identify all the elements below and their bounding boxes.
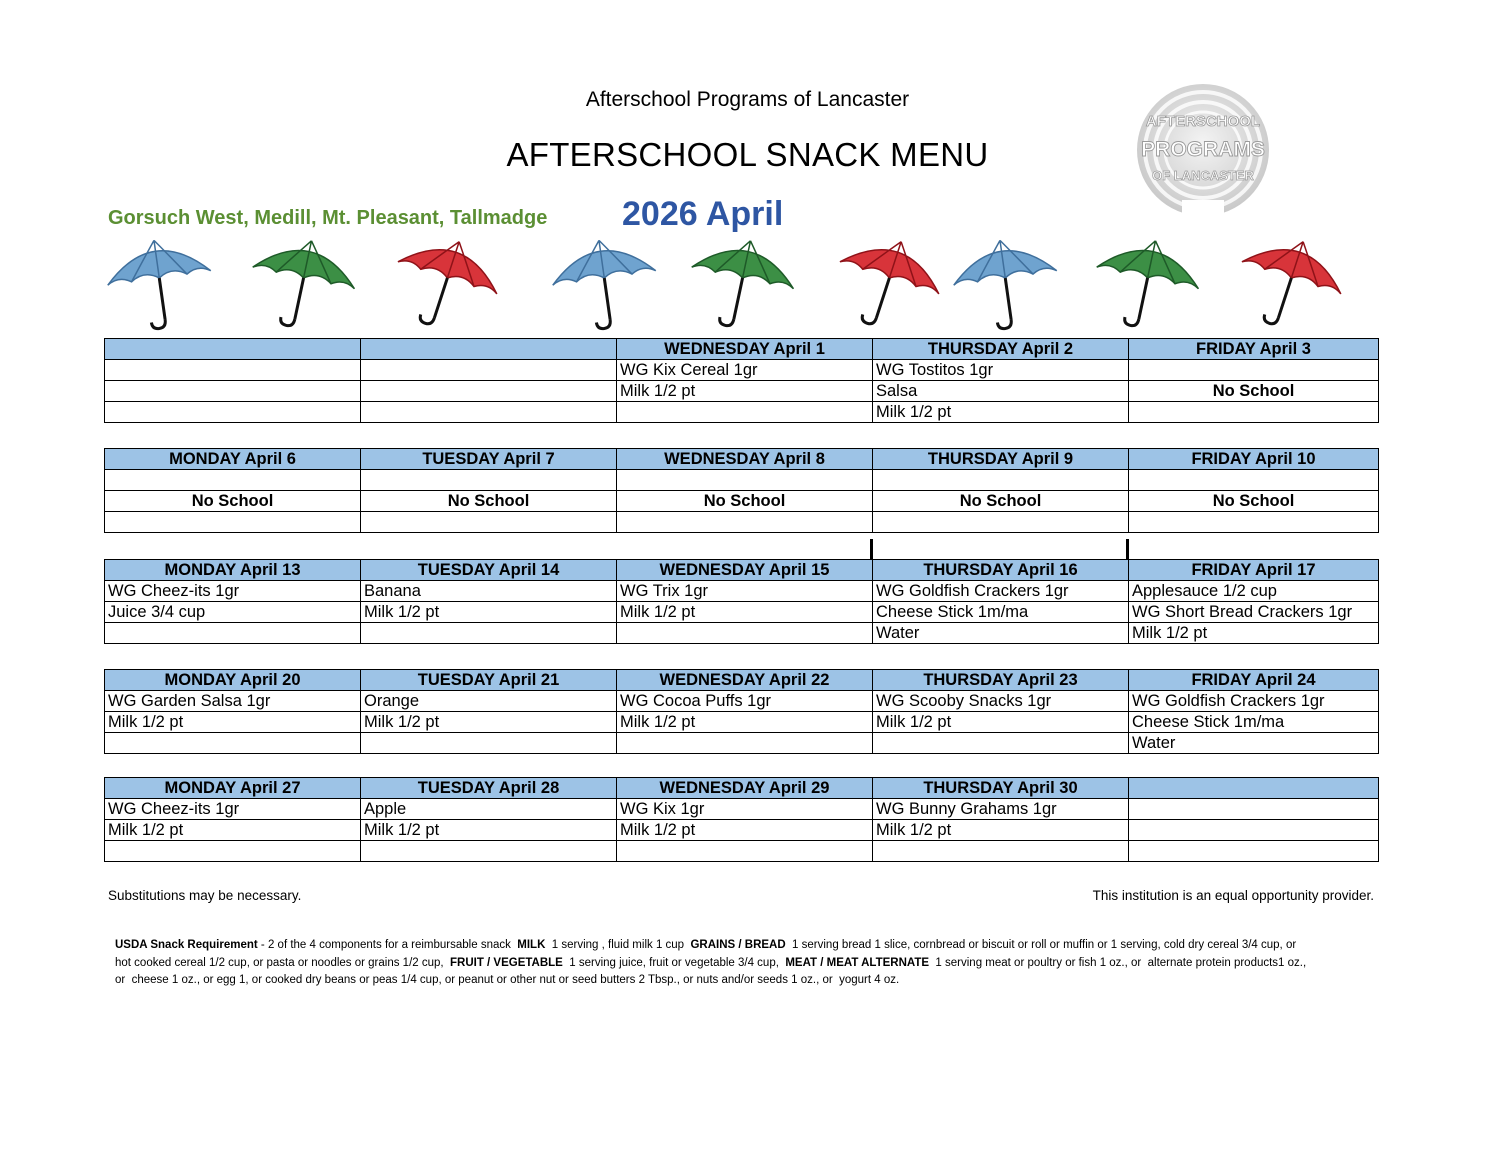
month-title: 2026 April — [622, 195, 784, 233]
milk-text: 1 serving , fluid milk 1 cup — [545, 939, 691, 951]
school-list: Gorsuch West, Medill, Mt. Pleasant, Tallmadge — [108, 207, 548, 229]
menu-row — [105, 470, 1379, 491]
logo-line-2: PROGRAMS — [1141, 138, 1265, 161]
week-table-5 — [104, 777, 1379, 862]
menu-cell — [1129, 820, 1379, 841]
day-header — [105, 339, 361, 360]
day-header: FRIDAY April 24 — [1129, 670, 1379, 691]
no-school-cell: No School — [873, 491, 1129, 512]
menu-row — [105, 820, 1379, 841]
organization-name: Afterschool Programs of Lancaster — [585, 88, 910, 111]
menu-cell: Milk 1/2 pt — [617, 381, 873, 402]
menu-cell — [361, 470, 617, 491]
divider-mark — [1126, 539, 1129, 559]
menu-cell: Milk 1/2 pt — [873, 402, 1129, 423]
week-table-1 — [104, 338, 1379, 423]
logo-line-3: OF LANCASTER — [1152, 168, 1254, 183]
no-school-cell: No School — [105, 491, 361, 512]
menu-cell: Milk 1/2 pt — [617, 602, 873, 623]
menu-cell: Water — [1129, 733, 1379, 754]
menu-row — [105, 581, 1379, 602]
menu-cell: WG Cocoa Puffs 1gr — [617, 691, 873, 712]
day-header: MONDAY April 13 — [105, 560, 361, 581]
day-header: THURSDAY April 16 — [873, 560, 1129, 581]
day-header: MONDAY April 6 — [105, 449, 361, 470]
day-header: TUESDAY April 14 — [361, 560, 617, 581]
day-header: WEDNESDAY April 1 — [617, 339, 873, 360]
menu-cell — [105, 360, 361, 381]
menu-cell — [873, 733, 1129, 754]
menu-cell: WG Tostitos 1gr — [873, 360, 1129, 381]
menu-cell: Banana — [361, 581, 617, 602]
menu-cell — [105, 381, 361, 402]
menu-cell — [1129, 470, 1379, 491]
menu-cell: Milk 1/2 pt — [617, 820, 873, 841]
equal-opportunity-note: This institution is an equal opportunity provider. — [1092, 888, 1374, 903]
menu-row — [105, 799, 1379, 820]
menu-cell — [617, 470, 873, 491]
no-school-cell: No School — [1129, 491, 1379, 512]
menu-cell — [617, 733, 873, 754]
menu-cell: WG Goldfish Crackers 1gr — [1129, 691, 1379, 712]
logo-line-1: AFTERSCHOOL — [1145, 113, 1261, 130]
meat-text: 1 serving meat or poultry or fish 1 oz., or alternate protein products1 oz., or cheese 1 oz., or egg 1, or cooked dry beans or peas 1/4 cup, or peanut or other nut or seed butters 2 Tbsp., or nuts and/or seeds 1 oz., or yogurt 4 oz. — [115, 956, 1310, 986]
day-header: MONDAY April 27 — [105, 778, 361, 799]
menu-cell: Milk 1/2 pt — [361, 602, 617, 623]
no-school-cell: No School — [361, 491, 617, 512]
day-header: THURSDAY April 30 — [873, 778, 1129, 799]
day-header — [361, 339, 617, 360]
usda-label: USDA Snack Requirement — [115, 939, 258, 951]
day-header: TUESDAY April 28 — [361, 778, 617, 799]
menu-cell: Orange — [361, 691, 617, 712]
menu-cell: Milk 1/2 pt — [361, 712, 617, 733]
menu-cell — [361, 402, 617, 423]
menu-cell — [873, 470, 1129, 491]
green-umbrella-icon — [1088, 236, 1208, 334]
menu-cell: Milk 1/2 pt — [1129, 623, 1379, 644]
no-school-cell: No School — [617, 491, 873, 512]
menu-cell: Milk 1/2 pt — [105, 712, 361, 733]
menu-cell: WG Trix 1gr — [617, 581, 873, 602]
menu-cell: Cheese Stick 1m/ma — [873, 602, 1129, 623]
week-table-4 — [104, 669, 1379, 754]
menu-cell — [105, 402, 361, 423]
menu-row — [105, 691, 1379, 712]
menu-cell — [1129, 402, 1379, 423]
day-header: TUESDAY April 21 — [361, 670, 617, 691]
menu-cell — [361, 360, 617, 381]
day-header: FRIDAY April 17 — [1129, 560, 1379, 581]
blue-umbrella-icon — [945, 236, 1065, 334]
menu-cell — [361, 733, 617, 754]
usda-requirement-note — [115, 937, 1310, 990]
divider-mark — [870, 539, 873, 559]
day-header: WEDNESDAY April 29 — [617, 778, 873, 799]
menu-cell — [361, 381, 617, 402]
menu-cell: WG Bunny Grahams 1gr — [873, 799, 1129, 820]
menu-cell — [1129, 360, 1379, 381]
menu-cell — [873, 512, 1129, 533]
menu-cell: WG Short Bread Crackers 1gr — [1129, 602, 1379, 623]
fruit-text: 1 serving juice, fruit or vegetable 3/4 cup, — [562, 956, 786, 969]
menu-cell — [617, 623, 873, 644]
day-header — [1129, 778, 1379, 799]
blue-umbrella-icon — [544, 236, 664, 334]
day-header: TUESDAY April 7 — [361, 449, 617, 470]
day-header: WEDNESDAY April 15 — [617, 560, 873, 581]
menu-cell — [617, 841, 873, 862]
grains-label: GRAINS / BREAD — [690, 939, 786, 951]
menu-row — [105, 360, 1379, 381]
menu-cell — [873, 841, 1129, 862]
fruit-label: FRUIT / VEGETABLE — [449, 956, 563, 969]
menu-cell — [105, 470, 361, 491]
menu-row — [105, 623, 1379, 644]
day-header: WEDNESDAY April 22 — [617, 670, 873, 691]
milk-label: MILK — [517, 939, 546, 951]
program-logo — [1122, 80, 1284, 230]
menu-cell: WG Kix 1gr — [617, 799, 873, 820]
menu-cell: WG Scooby Snacks 1gr — [873, 691, 1129, 712]
menu-cell — [105, 841, 361, 862]
menu-row — [105, 381, 1379, 402]
menu-row — [105, 733, 1379, 754]
day-header: WEDNESDAY April 8 — [617, 449, 873, 470]
page-title: AFTERSCHOOL SNACK MENU — [506, 136, 989, 173]
menu-row — [105, 602, 1379, 623]
day-header: FRIDAY April 10 — [1129, 449, 1379, 470]
no-school-cell: No School — [1129, 381, 1379, 402]
menu-cell: Water — [873, 623, 1129, 644]
menu-row — [105, 512, 1379, 533]
menu-row — [105, 491, 1379, 512]
day-header: THURSDAY April 23 — [873, 670, 1129, 691]
menu-cell — [617, 512, 873, 533]
menu-cell: WG Cheez-its 1gr — [105, 581, 361, 602]
menu-cell: WG Kix Cereal 1gr — [617, 360, 873, 381]
grains-text: 1 serving bread 1 slice, cornbread or biscuit or roll or muffin or 1 serving, cold dry cereal 3/4 cup, or hot cooked cereal 1/2 cup, or pasta or noodles or grains 1/2 cup, — [115, 939, 1300, 969]
red-umbrella-icon — [388, 236, 508, 334]
menu-cell: Milk 1/2 pt — [617, 712, 873, 733]
menu-cell — [105, 733, 361, 754]
menu-row — [105, 402, 1379, 423]
menu-cell: Salsa — [873, 381, 1129, 402]
menu-cell: WG Goldfish Crackers 1gr — [873, 581, 1129, 602]
menu-cell — [361, 512, 617, 533]
menu-cell: Milk 1/2 pt — [873, 712, 1129, 733]
day-header: MONDAY April 20 — [105, 670, 361, 691]
menu-cell — [361, 623, 617, 644]
week-table-2 — [104, 448, 1379, 533]
day-header: THURSDAY April 2 — [873, 339, 1129, 360]
day-header: FRIDAY April 3 — [1129, 339, 1379, 360]
blue-umbrella-icon — [99, 236, 219, 334]
menu-cell — [361, 841, 617, 862]
menu-cell — [105, 512, 361, 533]
menu-row — [105, 712, 1379, 733]
red-umbrella-icon — [830, 236, 950, 334]
day-header: THURSDAY April 9 — [873, 449, 1129, 470]
menu-cell: Cheese Stick 1m/ma — [1129, 712, 1379, 733]
menu-cell: Milk 1/2 pt — [873, 820, 1129, 841]
substitutions-note: Substitutions may be necessary. — [108, 888, 302, 903]
menu-cell: WG Garden Salsa 1gr — [105, 691, 361, 712]
menu-cell — [105, 623, 361, 644]
menu-cell: Applesauce 1/2 cup — [1129, 581, 1379, 602]
usda-intro: - 2 of the 4 components for a reimbursable snack — [257, 939, 518, 951]
red-umbrella-icon — [1232, 236, 1352, 334]
menu-cell: Milk 1/2 pt — [105, 820, 361, 841]
menu-cell: Apple — [361, 799, 617, 820]
menu-cell — [1129, 841, 1379, 862]
menu-cell — [1129, 512, 1379, 533]
menu-cell — [1129, 799, 1379, 820]
week-table-3 — [104, 559, 1379, 644]
menu-row — [105, 841, 1379, 862]
meat-label: MEAT / MEAT ALTERNATE — [785, 956, 930, 969]
menu-cell — [617, 402, 873, 423]
menu-cell: Milk 1/2 pt — [361, 820, 617, 841]
menu-cell: WG Cheez-its 1gr — [105, 799, 361, 820]
green-umbrella-icon — [244, 236, 364, 334]
menu-cell: Juice 3/4 cup — [105, 602, 361, 623]
green-umbrella-icon — [683, 236, 803, 334]
